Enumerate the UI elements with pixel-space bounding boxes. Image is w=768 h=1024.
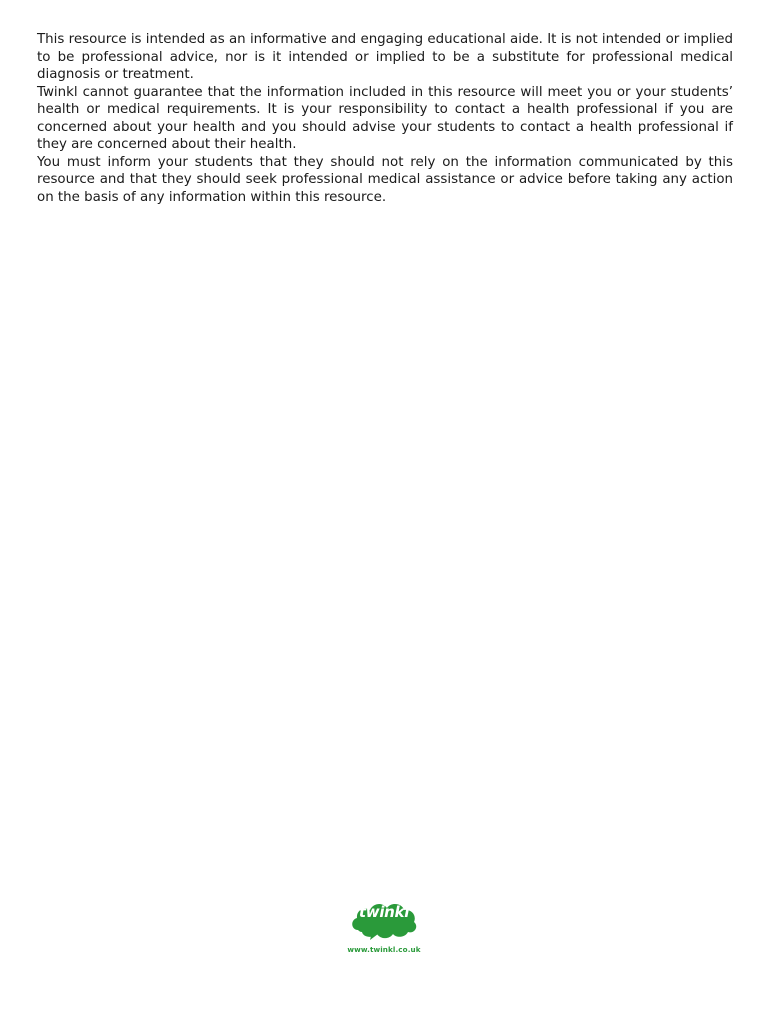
logo-url: www.twinkl.co.uk	[347, 945, 421, 954]
logo-wordmark: twinkl	[358, 903, 410, 921]
disclaimer-paragraph-3: You must inform your students that they should not rely on the information communicated by this resource and that they should seek professional medical assistance or advice before taking any action on the basis of any information within this resource.	[37, 154, 733, 205]
disclaimer-text	[37, 31, 733, 206]
twinkl-logo	[340, 896, 428, 960]
disclaimer-paragraph-2: Twinkl cannot guarantee that the information included in this resource will meet you or your students’ health or medical requirements. It is your responsibility to contact a health professional if you are concerned about your health and you should advise your students to contact a health professional if they are concerned about their health.	[37, 84, 733, 152]
disclaimer-paragraph-1: This resource is intended as an informative and engaging educational aide. It is not intended or implied to be professional advice, nor is it intended or implied to be a substitute for professional medical diagnosis or treatment.	[37, 32, 733, 82]
